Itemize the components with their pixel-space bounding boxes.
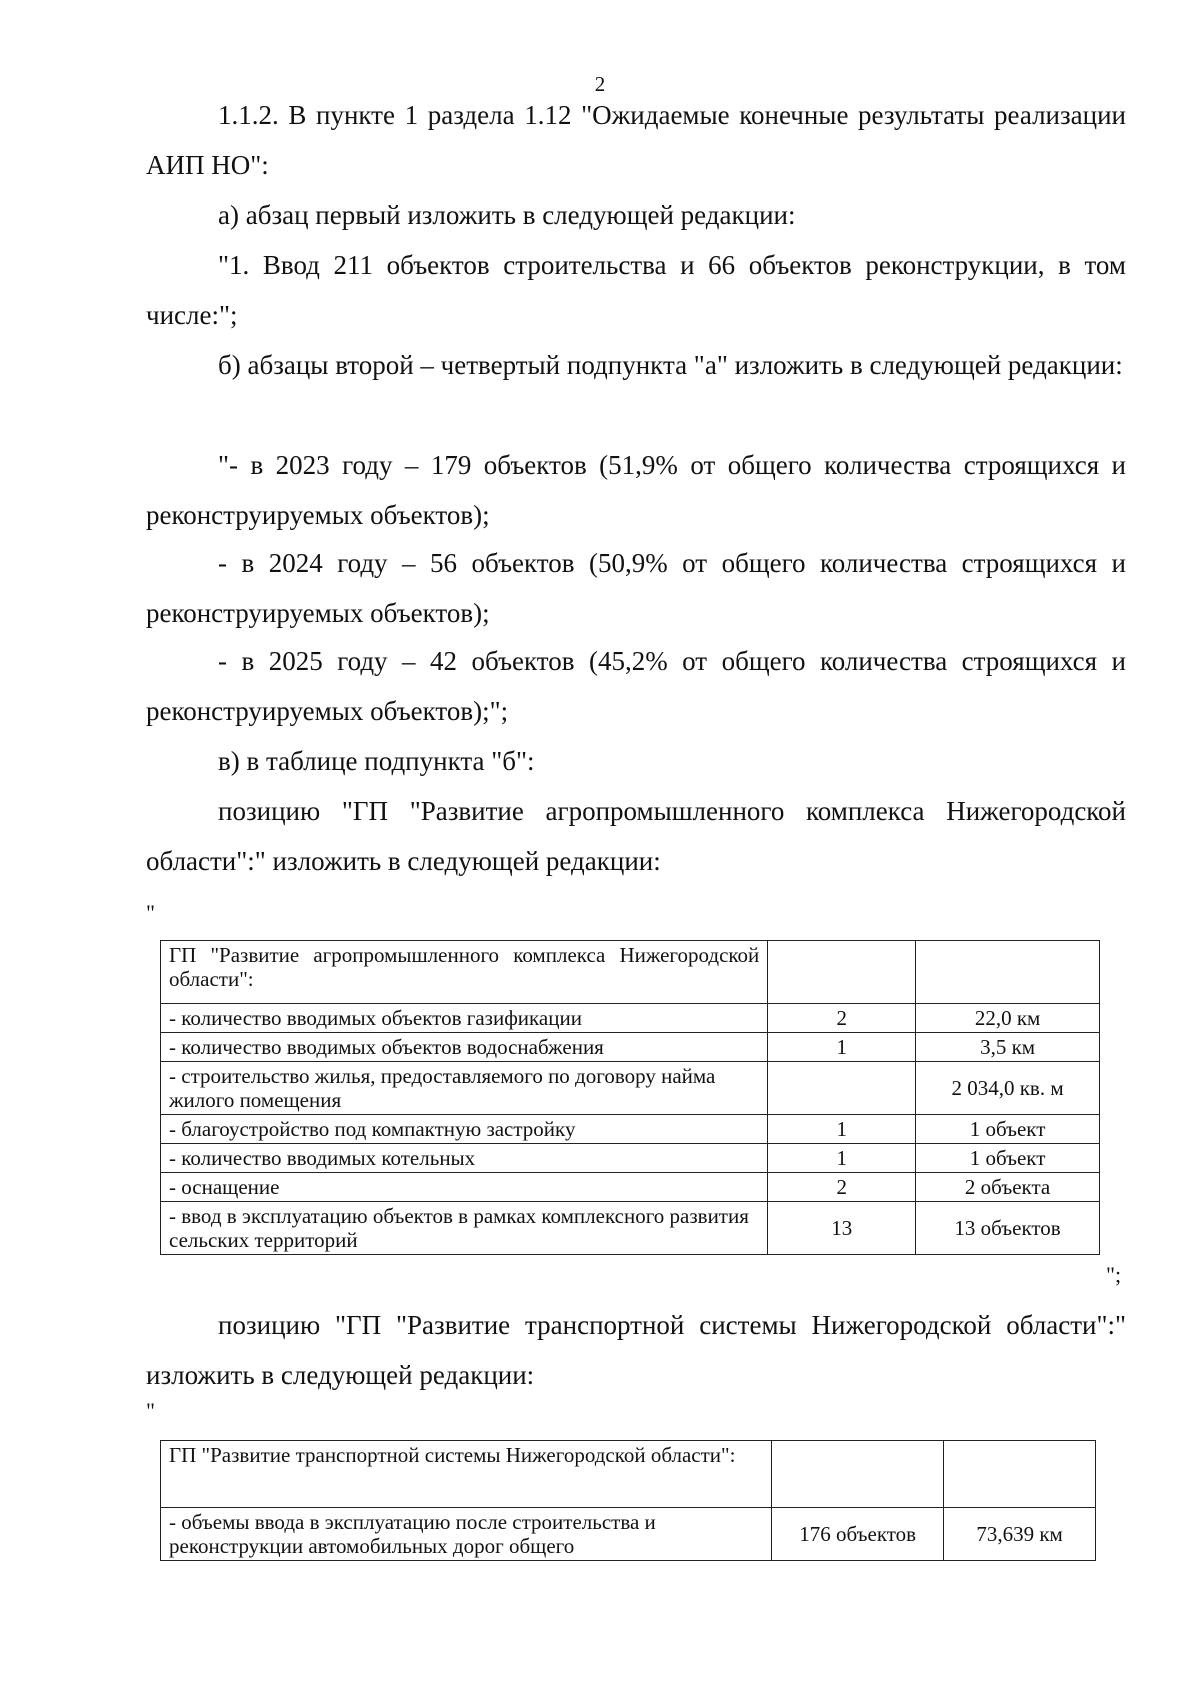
row-label: - оснащение (161, 1173, 768, 1202)
paragraph-5: "- в 2023 году – 179 объектов (51,9% от общего количества строящихся и реконструируемых объектов); (146, 450, 1126, 530)
paragraph-7: - в 2025 году – 42 объектов (45,2% от общего количества строящихся и реконструируемых объектов);"; (146, 646, 1126, 726)
row-value: 1 объект (916, 1144, 1100, 1173)
paragraph-9: позицию "ГП "Развитие агропромышленного комплекса Нижегородской области":" изложить в следующей редакции: (146, 796, 1126, 876)
row-value: 2 объекта (916, 1173, 1100, 1202)
paragraph-10: позицию "ГП "Развитие транспортной системы Нижегородской области":" изложить в следующей редакции: (146, 1310, 1126, 1390)
table-row (161, 1062, 1100, 1115)
row-count: 176 объектов (772, 1508, 944, 1561)
paragraph-1: 1.1.2. В пункте 1 раздела 1.12 "Ожидаемые конечные результаты реализации АИП НО": (146, 100, 1126, 180)
table-row (161, 1173, 1100, 1202)
page-number: 2 (594, 72, 606, 96)
row-count: 2 (768, 1173, 916, 1202)
table-header-cell: ГП "Развитие агропромышленного комплекса Нижегородской области": (161, 941, 768, 1004)
table-row (161, 1115, 1100, 1144)
row-label: - строительство жилья, предоставляемого по договору найма жилого помещения (161, 1062, 768, 1115)
paragraph-2: а) абзац первый изложить в следующей редакции: (218, 200, 796, 230)
row-count: 1 (768, 1115, 916, 1144)
transport-table (160, 1440, 1096, 1561)
row-value: 2 034,0 кв. м (916, 1062, 1100, 1115)
row-value: 1 объект (916, 1115, 1100, 1144)
paragraph-6: - в 2024 году – 56 объектов (50,9% от общего количества строящихся и реконструируемых объектов); (146, 548, 1126, 628)
table-row (161, 1508, 1096, 1561)
table-header-row (161, 941, 1100, 1004)
row-count: 13 (768, 1202, 916, 1255)
row-label: - благоустройство под компактную застройку (161, 1115, 768, 1144)
row-label: - количество вводимых объектов водоснабжения (161, 1033, 768, 1062)
table-header-cell: ГП "Развитие транспортной системы Нижегородской области": (161, 1441, 772, 1508)
table-row (161, 1033, 1100, 1062)
row-label: - ввод в эксплуатацию объектов в рамках комплексного развития сельских территорий (161, 1202, 768, 1255)
table-header-row (161, 1441, 1096, 1508)
row-value: 22,0 км (916, 1004, 1100, 1033)
row-count: 1 (768, 1033, 916, 1062)
table-row (161, 1144, 1100, 1173)
quote-open-mark: " (146, 900, 155, 925)
paragraph-8: в) в таблице подпункта "б": (218, 746, 535, 776)
row-count (768, 1062, 916, 1115)
paragraph-4: б) абзацы второй – четвертый подпункта "а" изложить в следующей редакции: (218, 350, 1123, 380)
quote-close-mark: "; (1106, 1262, 1122, 1287)
row-value: 3,5 км (916, 1033, 1100, 1062)
row-label: - количество вводимых котельных (161, 1144, 768, 1173)
row-label: - количество вводимых объектов газификации (161, 1004, 768, 1033)
agro-table (160, 940, 1100, 1255)
row-value: 73,639 км (944, 1508, 1096, 1561)
row-value: 13 объектов (916, 1202, 1100, 1255)
table-row (161, 1004, 1100, 1033)
row-count: 2 (768, 1004, 916, 1033)
table-row (161, 1202, 1100, 1255)
row-label: - объемы ввода в эксплуатацию после строительства и реконструкции автомобильных дорог общего (161, 1508, 772, 1561)
quote-open-mark-2: " (146, 1398, 155, 1423)
paragraph-3: "1. Ввод 211 объектов строительства и 66 объектов реконструкции, в том числе:"; (146, 250, 1126, 330)
row-count: 1 (768, 1144, 916, 1173)
